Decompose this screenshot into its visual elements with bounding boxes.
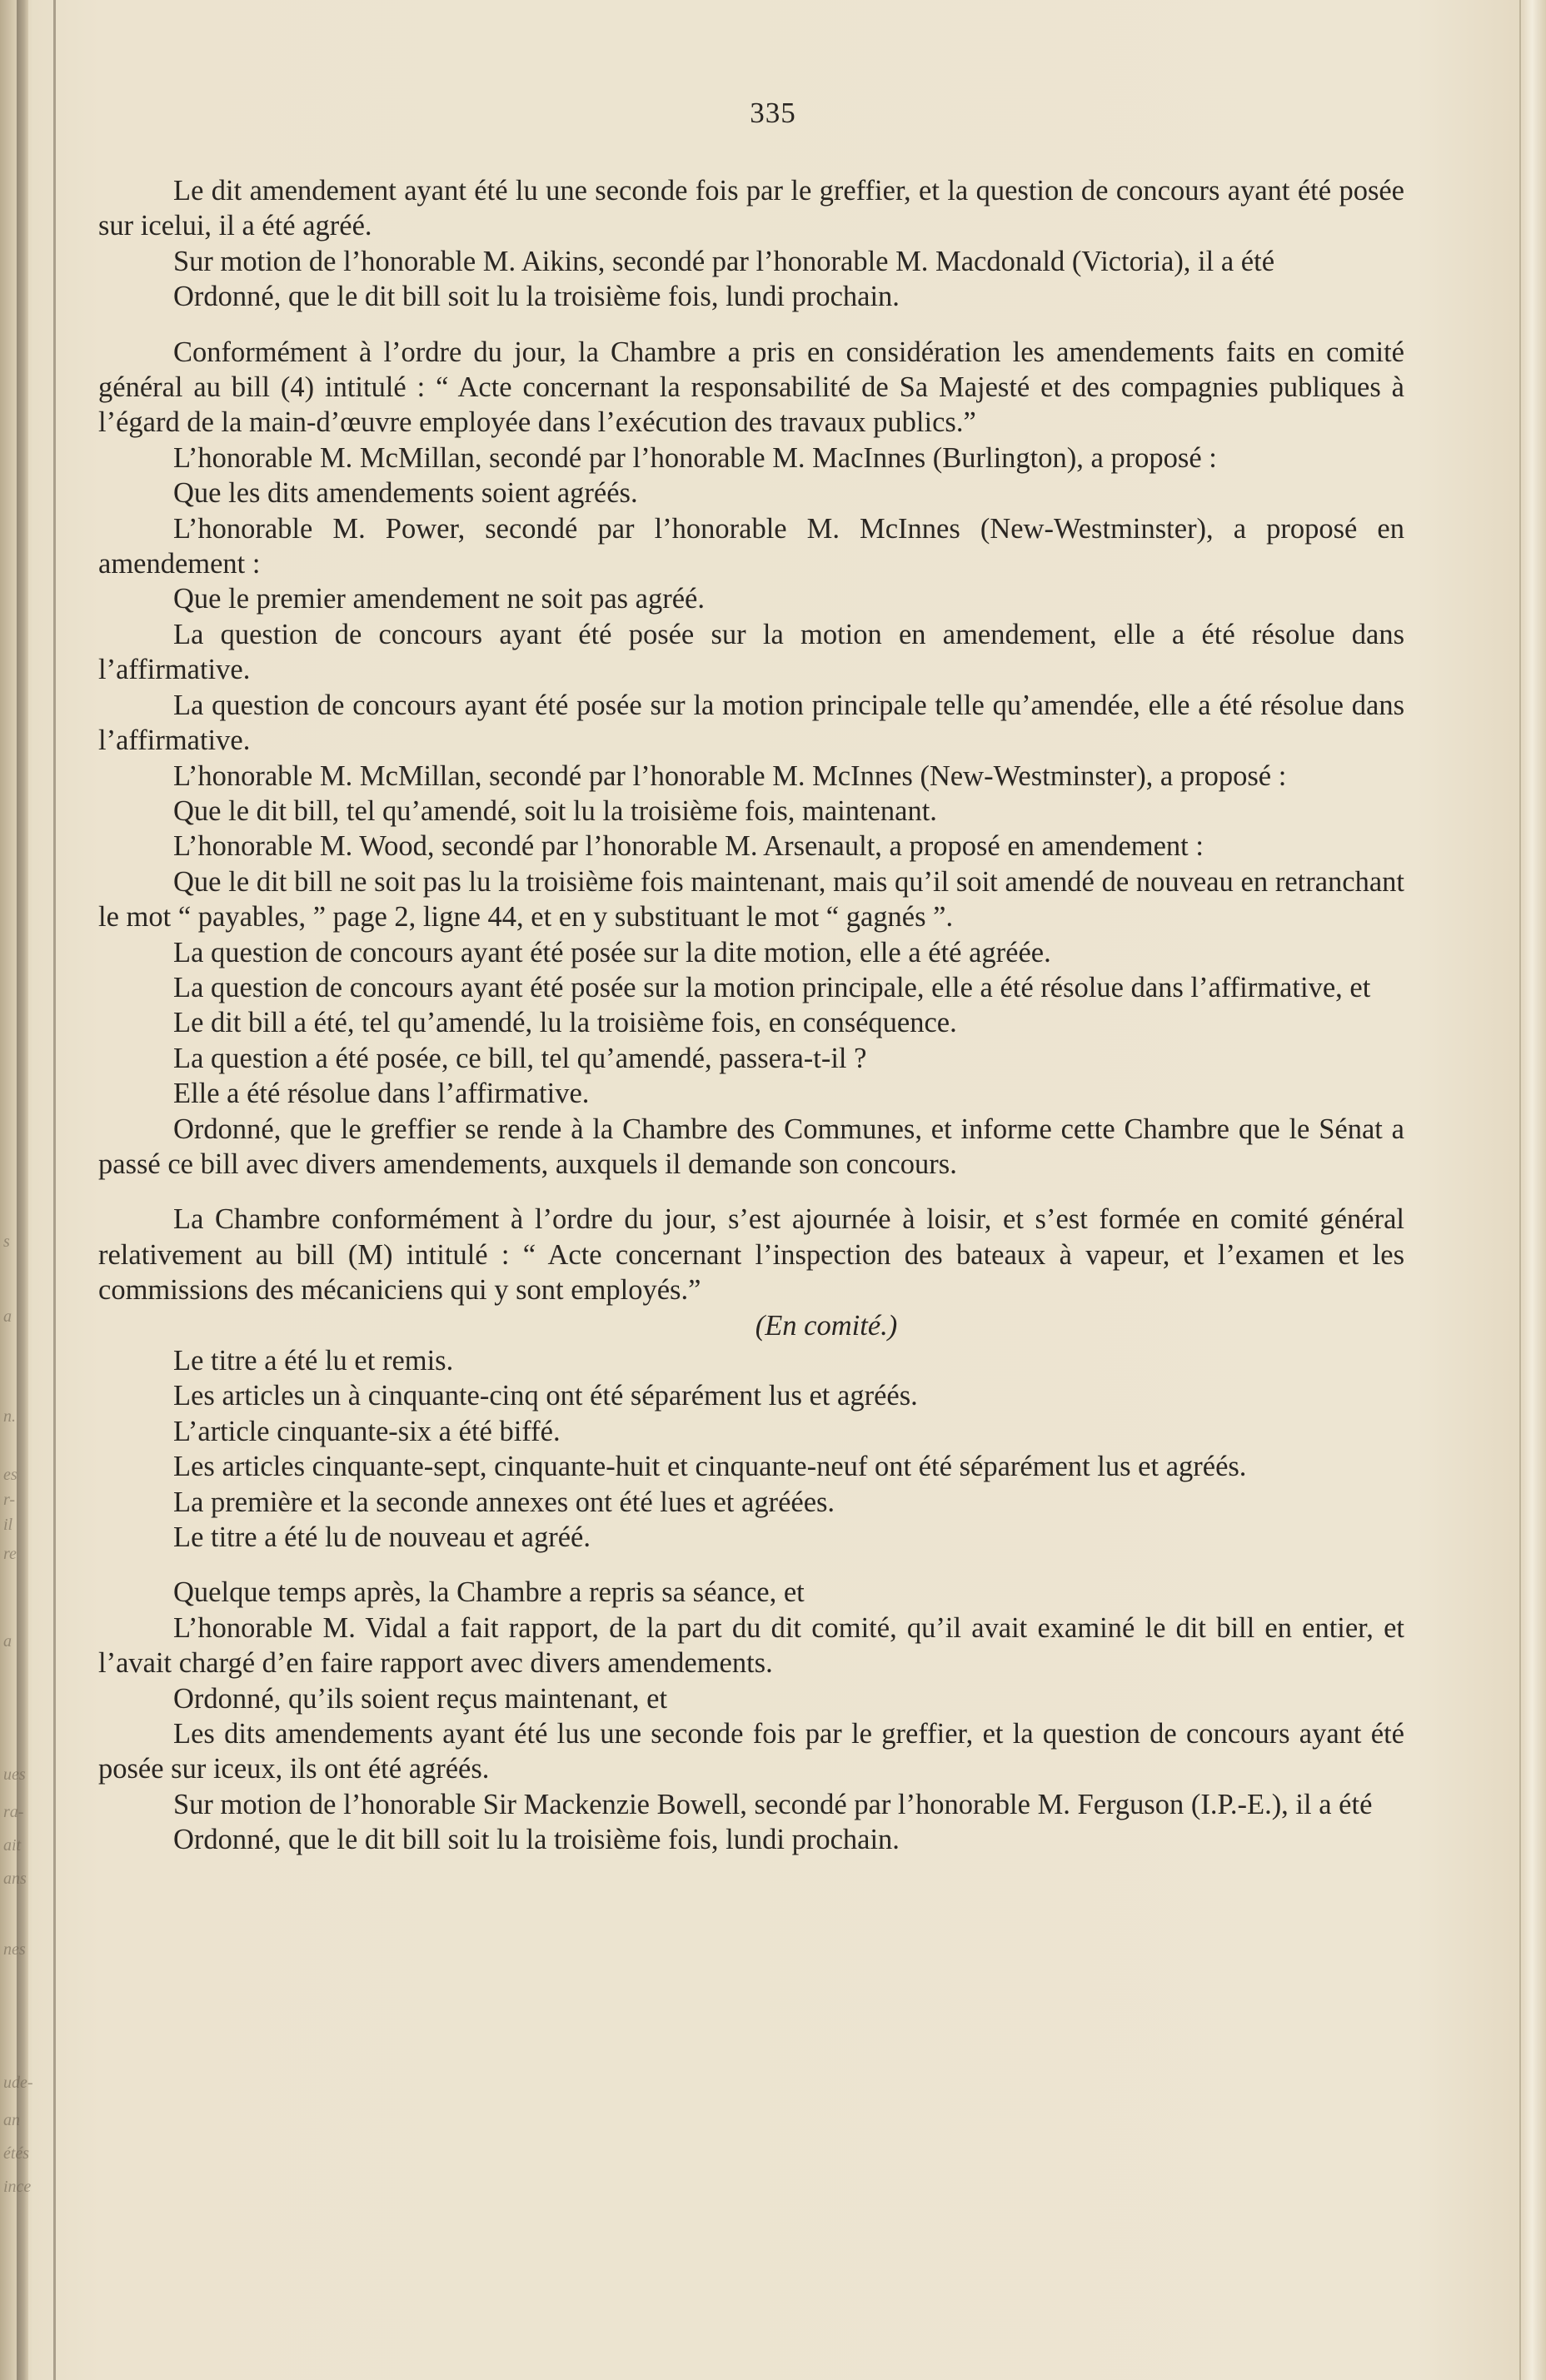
margin-fragment: s (3, 1232, 10, 1251)
margin-fragment: a (3, 1307, 12, 1326)
paragraph: Les articles un à cinquante-cinq ont été séparément lus et agréés. (173, 1380, 918, 1412)
paragraph: La question de concours ayant été posée sur la motion principale telle qu’amendée, elle a été résolue dans l’affirmative. (98, 689, 1404, 757)
paragraph: L’honorable M. Vidal a fait rapport, de la part du dit comité, qu’il avait examiné le dit bill en entier, et l’avait chargé d’en faire rapport avec divers amendements. (98, 1611, 1404, 1680)
paragraph: La question a été posée, ce bill, tel qu’amendé, passera-t-il ? (173, 1042, 867, 1074)
section-heading: (En comité.) (755, 1309, 898, 1342)
page-right-rule (1519, 0, 1521, 2380)
paragraph: L’article cinquante-six a été biffé. (173, 1415, 561, 1447)
paragraph: Que le dit bill, tel qu’amendé, soit lu la troisième fois, maintenant. (173, 794, 937, 827)
margin-fragment: n. (3, 1407, 16, 1426)
paragraph: La question de concours ayant été posée sur la motion principale, elle a été résolue dans l’affirmative, et (173, 971, 1371, 1003)
paragraph: La question de concours ayant été posée sur la motion en amendement, elle a été résolue dans l’affirmative. (98, 618, 1404, 686)
paragraph: L’honorable M. McMillan, secondé par l’honorable M. MacInnes (Burlington), a proposé : (173, 441, 1217, 474)
paragraph: La question de concours ayant été posée sur la dite motion, elle a été agréée. (173, 936, 1051, 968)
margin-fragment: ude- (3, 2074, 33, 2092)
paragraph: Sur motion de l’honorable Sir Mackenzie Bowell, secondé par l’honorable M. Ferguson (I.P.-E.), il a été (173, 1788, 1373, 1820)
margin-fragment: a (3, 1632, 12, 1651)
paragraph: Que le dit bill ne soit pas lu la troisième fois maintenant, mais qu’il soit amendé de nouveau en retranchant le mot “ payables, ” page 2, ligne 44, et en y substituant le mot “ gagnés ”. (98, 865, 1404, 934)
margin-fragment: il (3, 1516, 13, 1534)
margin-fragment: ait (3, 1836, 22, 1855)
paragraph: Ordonné, qu’ils soient reçus maintenant, et (173, 1682, 668, 1715)
paragraph: Le dit bill a été, tel qu’amendé, lu la troisième fois, en conséquence. (173, 1007, 957, 1039)
margin-fragment: ans (3, 1870, 27, 1888)
paragraph: La première et la seconde annexes ont été lues et agréées. (173, 1486, 835, 1518)
paragraph: La Chambre conformément à l’ordre du jour, s’est ajournée à loisir, et s’est formée en comité général relativement au bill (M) intitulé : “ Acte concernant l’inspection des bateaux à vapeur, et l’examen et les commissions des mécaniciens qui y sont employés.” (98, 1203, 1404, 1307)
margin-fragment: ince (3, 2178, 32, 2196)
margin-fragment: es (3, 1466, 17, 1484)
margin-fragment: ues (3, 1765, 26, 1784)
paragraph: L’honorable M. Wood, secondé par l’honorable M. Arsenault, a proposé en amendement : (173, 830, 1204, 863)
page-right-edge (1523, 0, 1546, 2380)
paragraph: Quelque temps après, la Chambre a repris sa séance, et (173, 1576, 805, 1609)
paragraph: Ordonné, que le dit bill soit lu la troisième fois, lundi prochain. (173, 281, 900, 313)
paragraph: Les dits amendements ayant été lus une seconde fois par le greffier, et la question de concours ayant été posée sur iceux, ils ont été agréés. (98, 1718, 1404, 1785)
page-fold-line (53, 0, 56, 2380)
paragraph: Sur motion de l’honorable M. Aikins, secondé par l’honorable M. Macdonald (Victoria), il a été (173, 245, 1275, 277)
margin-fragment: ra- (3, 1803, 24, 1821)
paragraph: Le titre a été lu de nouveau et agréé. (173, 1521, 591, 1554)
page-number: 335 (750, 97, 796, 129)
margin-fragment: étés (3, 2144, 30, 2163)
book-binding-shadow (17, 0, 28, 2380)
margin-fragment: re (3, 1545, 17, 1563)
paragraph: Ordonné, que le dit bill soit lu la troisième fois, lundi prochain. (173, 1824, 900, 1856)
margin-fragment: r- (3, 1491, 16, 1509)
paragraph: Que le premier amendement ne soit pas agréé. (173, 583, 705, 615)
paragraph: Le dit amendement ayant été lu une seconde fois par le greffier, et la question de concours ayant été posée sur icelui, il a été agréé. (98, 175, 1404, 242)
journal-text-body (98, 173, 1404, 1858)
margin-fragment: nes (3, 1940, 26, 1959)
paragraph: L’honorable M. McMillan, secondé par l’honorable M. McInnes (New-Westminster), a proposé : (173, 759, 1287, 792)
paragraph: Le titre a été lu et remis. (173, 1345, 454, 1377)
paragraph: Conformément à l’ordre du jour, la Chambre a pris en considération les amendements faits en comité général au bill (4) intitulé : “ Acte concernant la responsabilité de Sa Majesté et des compagnies publiques à l’égard de la main-d’œuvre employée dans l’exécution des travaux publics.” (98, 336, 1404, 439)
paragraph: L’honorable M. Power, secondé par l’honorable M. McInnes (New-Westminster), a proposé en amendement : (98, 512, 1404, 580)
paragraph: Ordonné, que le greffier se rende à la Chambre des Communes, et informe cette Chambre que le Sénat a passé ce bill avec divers amendements, auxquels il demande son concours. (98, 1113, 1404, 1180)
paragraph: Que les dits amendements soient agréés. (173, 477, 638, 510)
paragraph: Les articles cinquante-sept, cinquante-huit et cinquante-neuf ont été séparément lus et agréés. (173, 1451, 1247, 1483)
margin-fragment: an (3, 2111, 20, 2129)
paragraph: Elle a été résolue dans l’affirmative. (173, 1078, 590, 1110)
